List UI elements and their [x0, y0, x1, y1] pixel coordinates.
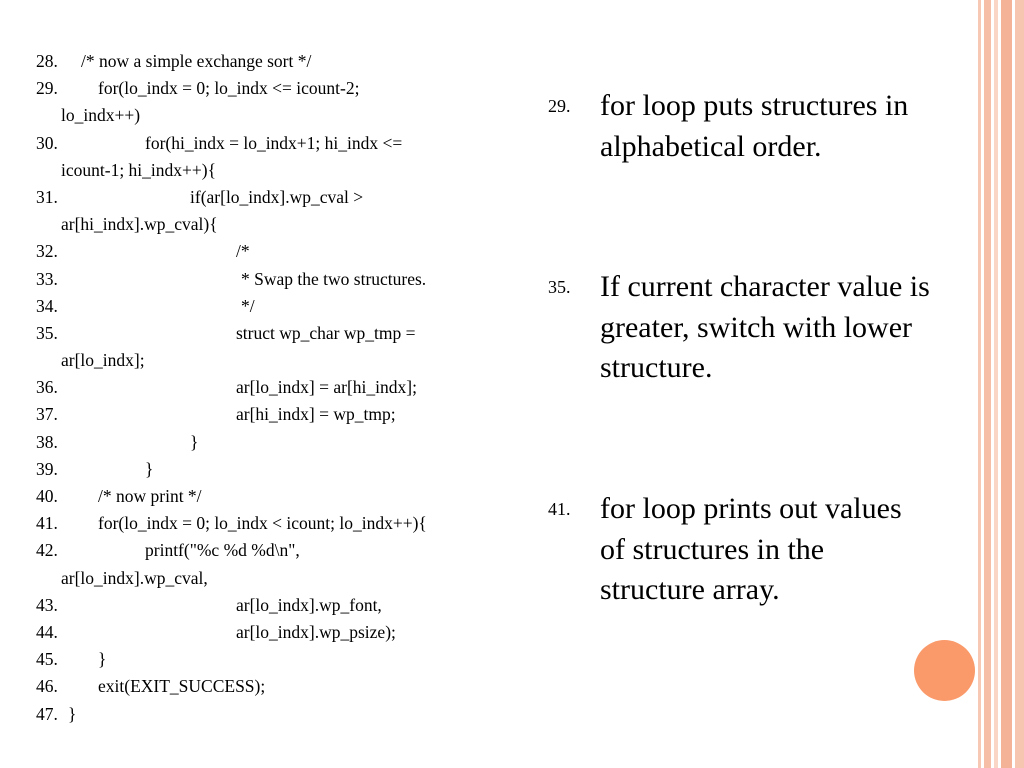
code-text: printf("%c %d %d\n",: [145, 540, 300, 561]
code-line-31: [36, 184, 536, 211]
line-number: 28.: [36, 51, 58, 71]
code-text: ar[hi_indx] = wp_tmp;: [236, 404, 396, 425]
code-line-47: [36, 701, 536, 728]
line-number: 39.: [36, 458, 58, 479]
code-line-37: [36, 401, 536, 428]
code-line-32: [36, 238, 536, 265]
code-text: */: [241, 295, 255, 316]
line-number: 32.: [36, 241, 58, 262]
code-line-33: [36, 266, 536, 293]
line-number: 40.: [36, 486, 58, 506]
code-text-continuation: icount-1; hi_indx++){: [61, 159, 216, 180]
code-line-43: [36, 592, 536, 619]
code-line-31-cont: [36, 211, 536, 238]
code-text: }: [190, 431, 199, 452]
code-text: }: [145, 458, 154, 479]
code-line-45: [36, 646, 536, 673]
line-number: 29.: [36, 78, 58, 99]
line-number: 46.: [36, 676, 58, 697]
code-line-36: [36, 374, 536, 401]
code-text-continuation: ar[hi_indx].wp_cval){: [61, 214, 218, 235]
code-text: /*: [236, 241, 250, 262]
note-text: for loop puts structures in alphabetical order.: [600, 89, 909, 163]
line-number: 36.: [36, 377, 58, 398]
code-text: * Swap the two structures.: [241, 268, 427, 289]
code-text: }: [98, 649, 107, 670]
code-line-42-cont: [36, 565, 536, 592]
decor-circle: [914, 640, 975, 701]
code-line-40: [36, 483, 536, 510]
code-text: for(lo_indx = 0; lo_indx < icount; lo_indx++){: [98, 513, 427, 534]
note-text: for loop prints out values of structures in the structure array.: [600, 492, 902, 606]
code-text: ar[lo_indx].wp_psize);: [236, 621, 396, 642]
code-line-39: [36, 456, 536, 483]
note-number: 29.: [548, 96, 571, 116]
code-text: for(lo_indx = 0; lo_indx <= icount-2;: [98, 78, 360, 99]
note-number: 41.: [548, 499, 571, 519]
code-text: ar[lo_indx].wp_font,: [236, 594, 382, 615]
code-line-42: [36, 537, 536, 564]
decor-stripe: [1001, 0, 1012, 768]
code-text: /* now print */: [98, 486, 202, 506]
note-number: 35.: [548, 277, 571, 297]
code-text-continuation: lo_indx++): [61, 105, 141, 126]
line-number: 33.: [36, 268, 58, 289]
line-number: 35.: [36, 322, 58, 343]
code-line-29: [36, 75, 536, 102]
code-listing: [36, 48, 536, 728]
line-number: 34.: [36, 295, 58, 316]
line-number: 44.: [36, 621, 58, 642]
code-text: exit(EXIT_SUCCESS);: [98, 676, 266, 697]
code-text: for(hi_indx = lo_indx+1; hi_indx <=: [145, 132, 403, 153]
code-text: if(ar[lo_indx].wp_cval >: [190, 186, 364, 207]
code-text: /* now a simple exchange sort */: [81, 51, 312, 71]
line-number: 42.: [36, 540, 58, 561]
line-number: 47.: [36, 703, 58, 724]
line-number: 30.: [36, 132, 58, 153]
decor-stripe: [978, 0, 981, 768]
line-number: 43.: [36, 594, 58, 615]
code-line-29-cont: [36, 102, 536, 129]
code-line-38: [36, 429, 536, 456]
decor-stripe: [984, 0, 991, 768]
code-text-continuation: ar[lo_indx].wp_cval,: [61, 567, 208, 588]
line-number: 45.: [36, 649, 58, 670]
code-text-continuation: ar[lo_indx];: [61, 350, 145, 371]
code-line-35: [36, 320, 536, 347]
code-line-35-cont: [36, 347, 536, 374]
decor-stripe: [1015, 0, 1024, 768]
line-number: 31.: [36, 186, 58, 207]
code-line-28: [36, 48, 536, 75]
code-line-30: [36, 130, 536, 157]
code-line-44: [36, 619, 536, 646]
code-line-34: [36, 293, 536, 320]
line-number: 37.: [36, 404, 58, 425]
code-line-41: [36, 510, 536, 537]
line-number: 38.: [36, 431, 58, 452]
code-text: }: [68, 703, 77, 724]
code-line-46: [36, 673, 536, 700]
decor-stripe: [994, 0, 998, 768]
code-text: struct wp_char wp_tmp =: [236, 322, 416, 343]
code-text: ar[lo_indx] = ar[hi_indx];: [236, 377, 417, 398]
line-number: 41.: [36, 513, 58, 534]
note-text: If current character value is greater, switch with lower structure.: [600, 270, 930, 384]
code-line-30-cont: [36, 157, 536, 184]
